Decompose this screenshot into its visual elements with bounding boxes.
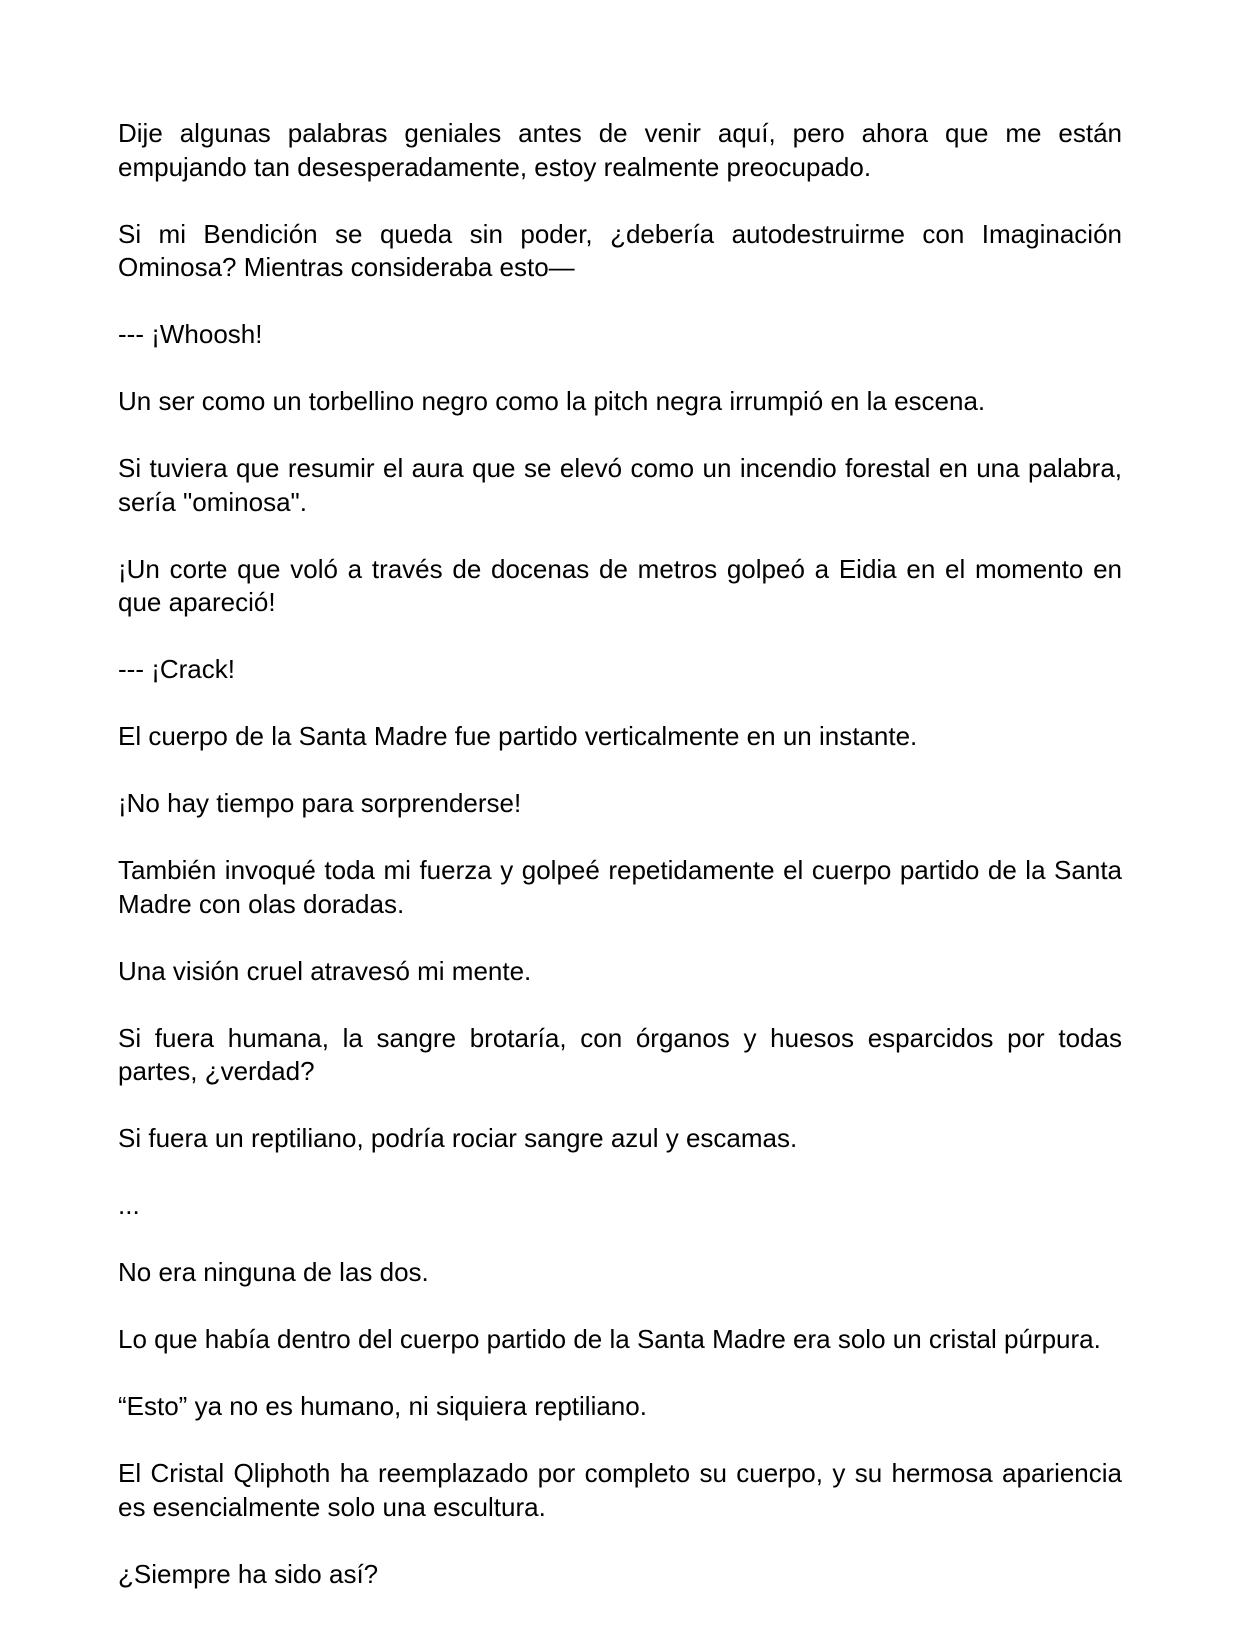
paragraph: Si fuera un reptiliano, podría rociar sangre azul y escamas. — [118, 1123, 798, 1153]
paragraph: Un ser como un torbellino negro como la pitch negra irrumpió en la escena. — [118, 386, 986, 416]
paragraph: Si fuera humana, la sangre brotaría, con órganos y huesos esparcidos por todas partes, ¿verdad? — [118, 1022, 1122, 1086]
document-page — [118, 117, 1122, 1625]
paragraph: ... — [118, 1190, 140, 1220]
paragraph: Si tuviera que resumir el aura que se elevó como un incendio forestal en una palabra, sería "ominosa". — [118, 453, 1122, 517]
paragraph: Una visión cruel atravesó mi mente. — [118, 955, 532, 986]
paragraph: Lo que había dentro del cuerpo partido de la Santa Madre era solo un cristal púrpura. — [118, 1324, 1101, 1354]
paragraph: El cuerpo de la Santa Madre fue partido verticalmente en un instante. — [118, 721, 918, 751]
paragraph: No era ninguna de las dos. — [118, 1257, 429, 1287]
paragraph: Dije algunas palabras geniales antes de venir aquí, pero ahora que me están empujando tan desesperadamente, estoy realmente preocupado. — [118, 118, 1122, 182]
paragraph: ¿Siempre ha sido así? — [118, 1558, 379, 1589]
paragraph: --- ¡Whoosh! — [118, 319, 263, 349]
paragraph: --- ¡Crack! — [118, 654, 235, 684]
paragraph: El Cristal Qliphoth ha reemplazado por completo su cuerpo, y su hermosa apariencia es esencialmente solo una escultura. — [118, 1458, 1122, 1522]
paragraph: También invoqué toda mi fuerza y golpeé repetidamente el cuerpo partido de la Santa Madre con olas doradas. — [118, 855, 1122, 919]
paragraph: ¡No hay tiempo para sorprenderse! — [118, 788, 522, 818]
paragraph: “Esto” ya no es humano, ni siquiera reptiliano. — [118, 1391, 647, 1421]
paragraph: Si mi Bendición se queda sin poder, ¿debería autodestruirme con Imaginación Ominosa? Mientras consideraba esto— — [118, 218, 1122, 282]
paragraph: ¡Un corte que voló a través de docenas de metros golpeó a Eidia en el momento en que apareció! — [118, 553, 1122, 617]
